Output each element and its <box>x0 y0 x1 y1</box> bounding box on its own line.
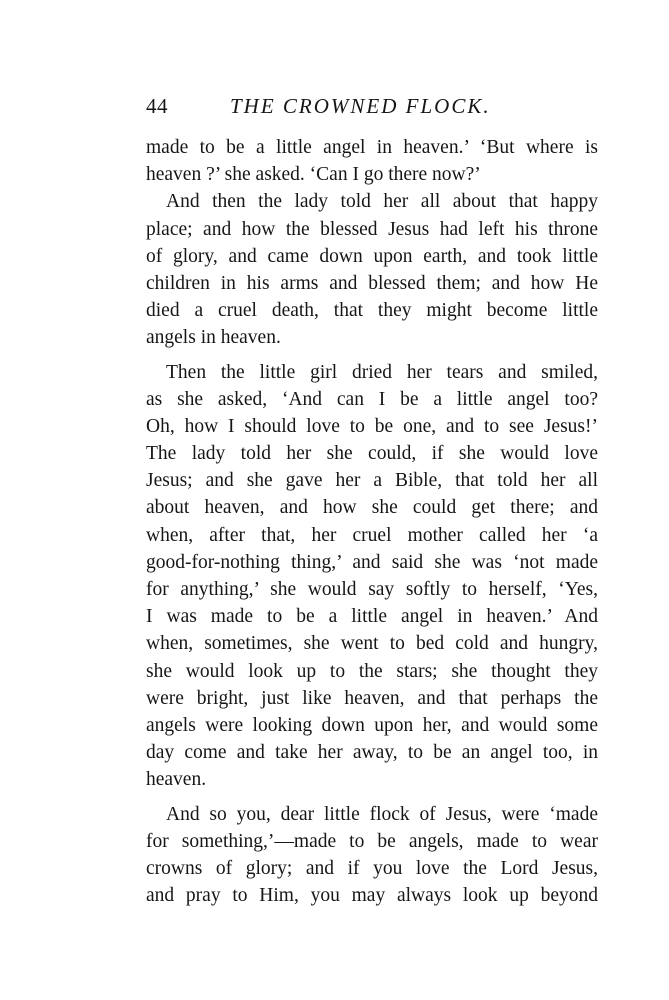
page-number: 44 <box>146 94 168 118</box>
text-line: for something,’—made to be angels, made to wear <box>146 830 598 852</box>
text-line: of glory, and came down upon earth, and took little <box>146 245 598 267</box>
text-line: made to be a little angel in heaven.’ ‘But where is <box>146 137 598 158</box>
text-line: were bright, just like heaven, and that perhaps the <box>146 687 598 709</box>
text-line: Oh, how I should love to be one, and to see Jesus!’ <box>146 415 598 437</box>
text-line: And so you, dear little flock of Jesus, were ‘made <box>166 803 598 825</box>
text-line: angels in heaven. <box>146 327 281 349</box>
text-line: Jesus; and she gave her a Bible, that told her all <box>146 470 598 492</box>
text-line: day come and take her away, to be an angel too, in <box>146 742 598 764</box>
paragraph <box>146 801 598 910</box>
text-line: The lady told her she could, if she would love <box>146 443 598 465</box>
page-header <box>146 94 606 122</box>
text-line: about heaven, and how she could get there; and <box>146 497 598 519</box>
text-line: when, sometimes, she went to bed cold and hungry, <box>146 633 598 655</box>
text-line: and pray to Him, you may always look up beyond <box>146 885 598 907</box>
text-line: Then the little girl dried her tears and smiled, <box>166 361 598 383</box>
text-line: heaven ?’ she asked. ‘Can I go there now?’ <box>146 164 481 186</box>
text-line: as she asked, ‘And can I be a little angel too? <box>146 388 598 410</box>
text-line: crowns of glory; and if you love the Lord Jesus, <box>146 857 598 879</box>
paragraph <box>146 134 598 188</box>
text-line: children in his arms and blessed them; and how He <box>146 272 598 294</box>
text-line: heaven. <box>146 769 207 791</box>
paragraph-gap <box>146 794 598 801</box>
text-line: when, after that, her cruel mother called her ‘a <box>146 524 598 546</box>
text-line: angels were looking down upon her, and would some <box>146 714 598 736</box>
body-text <box>146 134 598 909</box>
paragraph <box>146 188 598 351</box>
text-line: died a cruel death, that they might become little <box>146 300 598 322</box>
running-title: THE CROWNED FLOCK. <box>230 94 491 118</box>
paragraph-gap <box>146 352 598 359</box>
text-line: for anything,’ she would say softly to herself, ‘Yes, <box>146 579 598 600</box>
paragraph <box>146 359 598 794</box>
text-line: she would look up to the stars; she thought they <box>146 660 598 682</box>
text-line: I was made to be a little angel in heaven.’ And <box>146 606 598 628</box>
text-line: And then the lady told her all about that happy <box>166 191 598 213</box>
text-line: good-for-nothing thing,’ and said she was ‘not made <box>146 551 598 573</box>
text-line: place; and how the blessed Jesus had left his throne <box>146 218 598 240</box>
